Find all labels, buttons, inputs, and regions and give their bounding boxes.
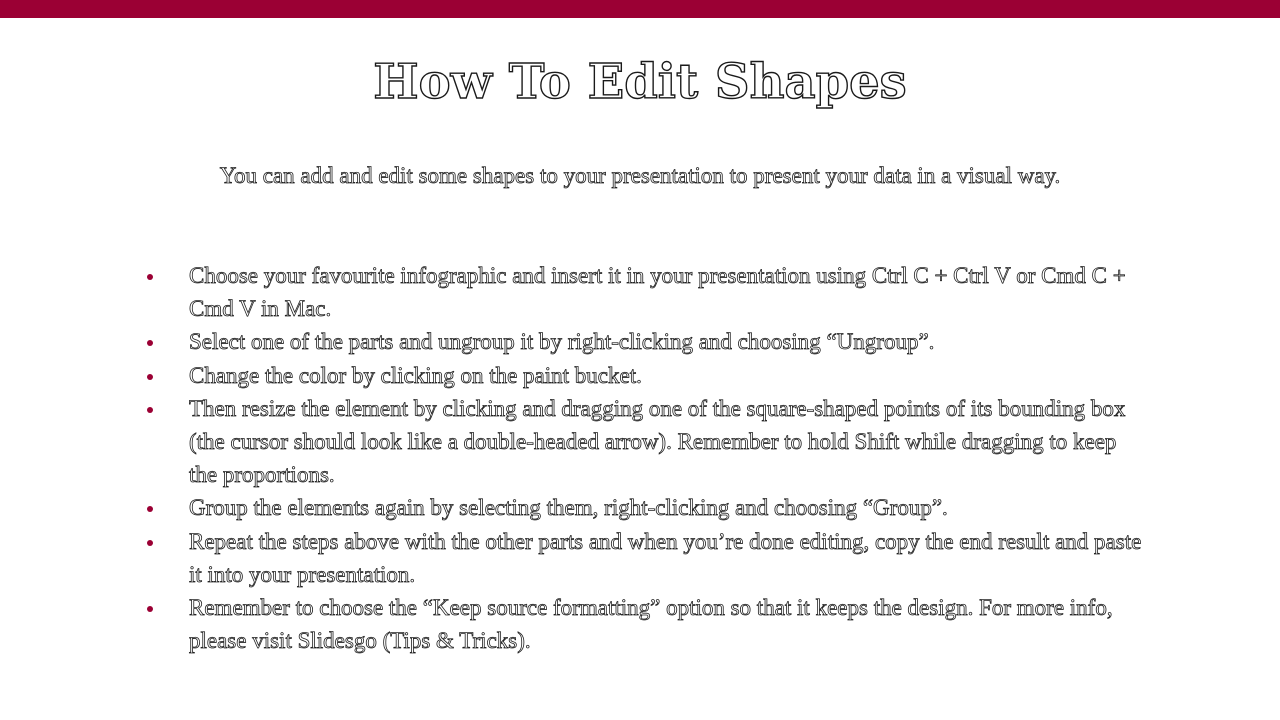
steps-list	[145, 259, 1145, 657]
step-text: Remember to choose the “Keep source formatting” option so that it keeps the design. For more info, please visit Slidesgo (Tips & Tricks).	[189, 595, 1113, 654]
slide-subtitle: You can add and edit some shapes to your presentation to present your data in a visual way.	[219, 163, 1061, 188]
step-text: Group the elements again by selecting them, right-clicking and choosing “Group”.	[189, 495, 948, 521]
step-text: Then resize the element by clicking and dragging one of the square-shaped points of its bounding box (the cursor should look like a double-headed arrow). Remember to hold Shift while dragging to keep the proportions.	[189, 395, 1126, 488]
step-item	[145, 491, 1145, 524]
bullet-dot-icon	[147, 407, 153, 413]
step-text: Choose your favourite infographic and insert it in your presentation using Ctrl C + Ctrl V or Cmd C + Cmd V in Mac.	[189, 263, 1126, 322]
slide-title: How To Edit Shapes	[373, 54, 907, 110]
bullet-dot-icon	[147, 274, 153, 280]
step-item	[145, 259, 1145, 325]
step-item	[145, 359, 1145, 392]
bullet-dot-icon	[147, 606, 153, 612]
step-item	[145, 591, 1145, 657]
bullet-dot-icon	[147, 506, 153, 512]
step-item	[145, 325, 1145, 358]
step-text: Change the color by clicking on the paint bucket.	[189, 362, 642, 388]
step-item	[145, 525, 1145, 591]
bullet-dot-icon	[147, 374, 153, 380]
step-text: Select one of the parts and ungroup it by right-clicking and choosing “Ungroup”.	[189, 329, 935, 355]
bullet-dot-icon	[147, 340, 153, 346]
step-item	[145, 392, 1145, 492]
top-accent-bar	[0, 0, 1280, 18]
step-text: Repeat the steps above with the other parts and when you’re done editing, copy the end result and paste it into your presentation.	[189, 528, 1142, 587]
bullet-dot-icon	[147, 540, 153, 546]
